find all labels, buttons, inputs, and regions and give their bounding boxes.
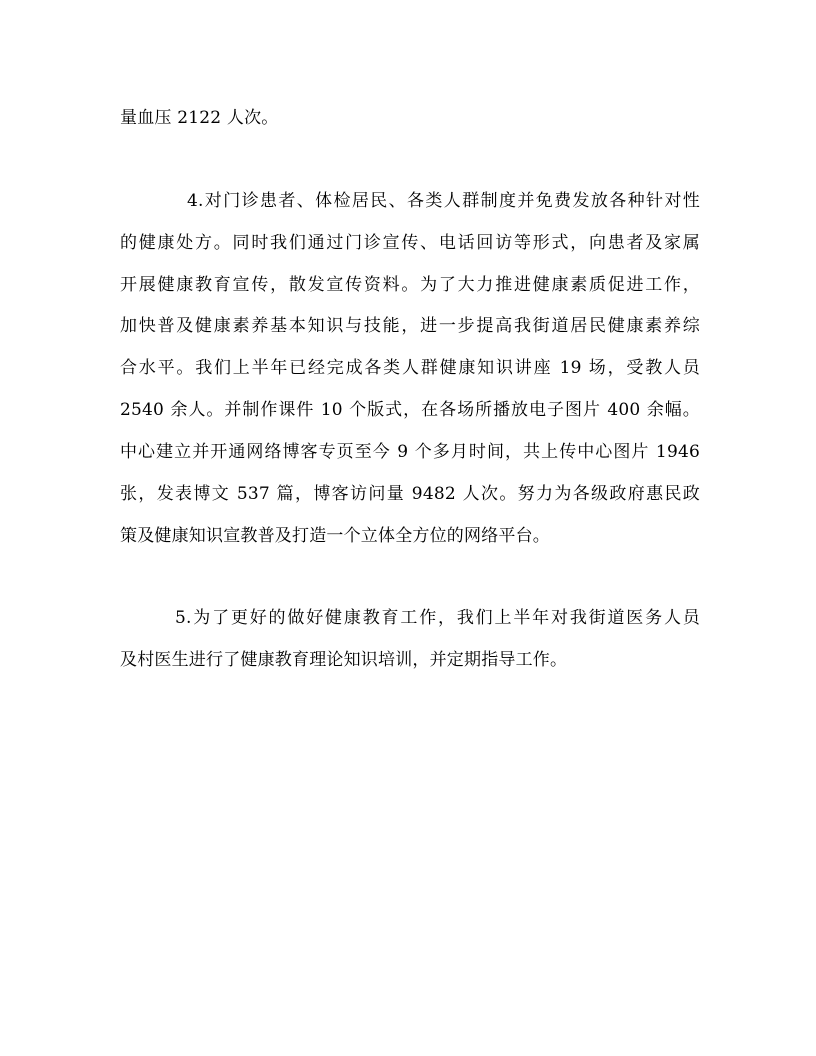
- paragraph-line: 5.为了更好的做好健康教育工作，我们上半年对我街道医务人员: [175, 608, 700, 628]
- paragraph-line: 开展健康教育宣传，散发宣传资料。为了大力推进健康素质促进工作，: [120, 275, 700, 295]
- paragraph-line: 2540 余人。并制作课件 10 个版式，在各场所播放电子图片 400 余幅。: [120, 400, 700, 420]
- paragraph-line: 张，发表博文 537 篇，博客访问量 9482 人次。努力为各级政府惠民政: [120, 484, 700, 504]
- paragraph-line: 合水平。我们上半年已经完成各类人群健康知识讲座 19 场，受教人员: [120, 358, 700, 378]
- paragraph-line: 4.对门诊患者、体检居民、各类人群制度并免费发放各种针对性: [187, 191, 700, 211]
- paragraph-line: 的健康处方。同时我们通过门诊宣传、电话回访等形式，向患者及家属: [120, 233, 700, 253]
- paragraph-line: 及村医生进行了健康教育理论知识培训，并定期指导工作。: [120, 650, 568, 670]
- paragraph-line: 量血压 2122 人次。: [120, 108, 279, 128]
- paragraph-line: 加快普及健康素养基本知识与技能，进一步提高我街道居民健康素养综: [120, 316, 700, 336]
- paragraph-line: 中心建立并开通网络博客专页至今 9 个多月时间，共上传中心图片 1946: [120, 442, 700, 462]
- paragraph-line: 策及健康知识宣教普及打造一个立体全方位的网络平台。: [120, 526, 550, 546]
